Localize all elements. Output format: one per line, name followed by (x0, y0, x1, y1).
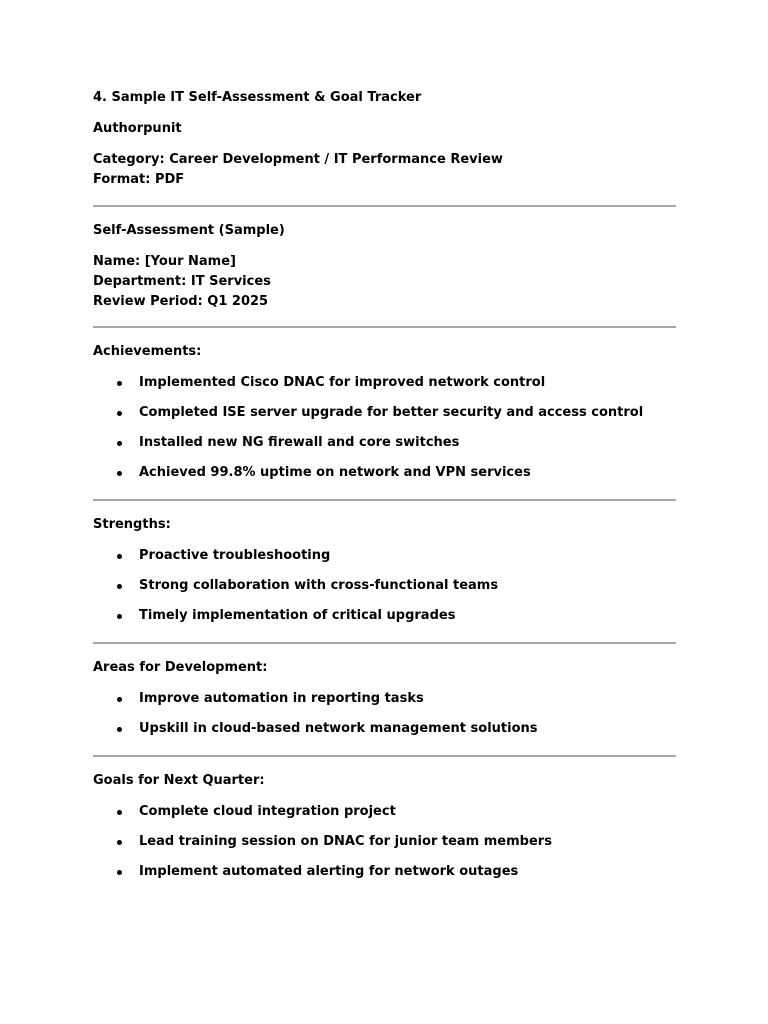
list-item: Completed ISE server upgrade for better security and access control (93, 403, 676, 423)
list-item: Complete cloud integration project (93, 802, 676, 822)
bullet-icon (117, 697, 122, 702)
goals-list (93, 802, 676, 882)
list-item: Upskill in cloud-based network management solutions (93, 719, 676, 739)
list-item: Installed new NG firewall and core switches (93, 433, 676, 453)
list-item: Timely implementation of critical upgrades (93, 606, 676, 626)
document-title: 4. Sample IT Self-Assessment & Goal Tracker (93, 90, 422, 105)
strengths-heading: Strengths: (93, 517, 171, 532)
bullet-icon (117, 614, 122, 619)
strengths-list (93, 546, 676, 626)
bullet-icon (117, 840, 122, 845)
bullet-icon (117, 441, 122, 446)
list-item: Proactive troubleshooting (93, 546, 676, 566)
development-list (93, 689, 676, 739)
achievements-heading: Achievements: (93, 344, 202, 359)
bullet-icon (117, 381, 122, 386)
category-line: Category: Career Development / IT Performance Review (93, 152, 503, 167)
self-assessment-heading: Self-Assessment (Sample) (93, 223, 285, 238)
list-item: Implemented Cisco DNAC for improved network control (93, 373, 676, 393)
format-line: Format: PDF (93, 172, 185, 187)
review-period-field: Review Period: Q1 2025 (93, 294, 269, 309)
bullet-icon (117, 411, 122, 416)
bullet-icon (117, 554, 122, 559)
author-name: Authorpunit (93, 121, 182, 136)
document-page (93, 88, 676, 882)
list-item: Strong collaboration with cross-functional teams (93, 576, 676, 596)
bullet-icon (117, 870, 122, 875)
list-item: Achieved 99.8% uptime on network and VPN services (93, 463, 676, 483)
goals-heading: Goals for Next Quarter: (93, 773, 265, 788)
bullet-icon (117, 727, 122, 732)
development-heading: Areas for Development: (93, 660, 268, 675)
department-field: Department: IT Services (93, 274, 271, 289)
bullet-icon (117, 584, 122, 589)
list-item: Improve automation in reporting tasks (93, 689, 676, 709)
list-item: Implement automated alerting for network outages (93, 862, 676, 882)
achievements-list (93, 373, 676, 483)
bullet-icon (117, 471, 122, 476)
list-item: Lead training session on DNAC for junior team members (93, 832, 676, 852)
name-field: Name: [Your Name] (93, 254, 236, 269)
bullet-icon (117, 810, 122, 815)
